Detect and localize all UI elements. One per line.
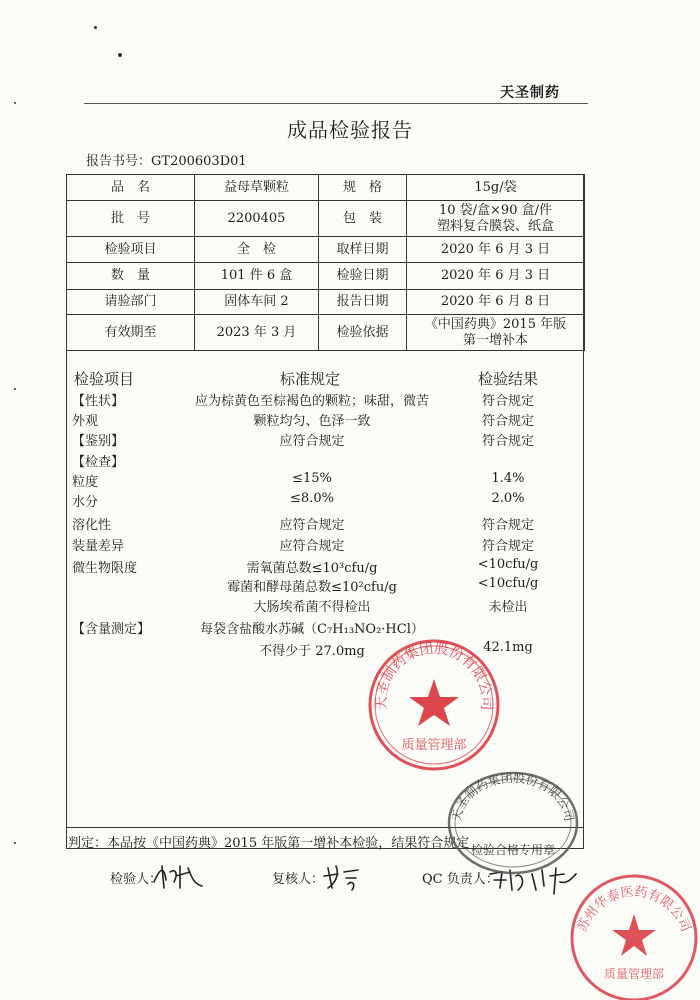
- inspector-signature: [150, 860, 206, 892]
- results-col-standard: 标准规定: [279, 370, 341, 388]
- item-label: 检验项目: [67, 237, 195, 263]
- qty-value: 101 件 6 盒: [195, 263, 319, 290]
- result-value: 符合规定: [481, 414, 535, 429]
- spec-label: 规 格: [319, 175, 407, 201]
- result-item: 装量差异: [72, 539, 125, 554]
- info-table: [66, 174, 585, 351]
- pack-line-2: 塑料复合膜袋、纸盒: [436, 218, 554, 234]
- result-item: 粒度: [72, 475, 99, 490]
- product-label: 品 名: [67, 175, 195, 201]
- result-item: 水分: [72, 495, 99, 510]
- svg-text:检验合格专用章: 检验合格专用章: [470, 843, 556, 857]
- result-item: 【检查】: [72, 455, 125, 470]
- test-date-value: 2020 年 6 月 3 日: [407, 263, 585, 290]
- scan-speck: [118, 53, 122, 57]
- result-value: 符合规定: [481, 539, 535, 554]
- result-item: 【含量测定】: [72, 622, 151, 637]
- page-title: 成品检验报告: [287, 118, 413, 142]
- result-standard: 大肠埃希菌不得检出: [253, 600, 371, 615]
- pack-label: 包 装: [319, 201, 407, 237]
- brand-header: 天圣制药: [500, 85, 560, 101]
- svg-text:天圣制药集团股份有限公司: 天圣制药集团股份有限公司: [373, 640, 495, 711]
- batch-value: 2200405: [195, 201, 319, 237]
- result-value: 42.1mg: [483, 640, 533, 655]
- sample-date-label: 取样日期: [319, 237, 407, 263]
- reviewer: [272, 868, 324, 887]
- basis-value: [407, 315, 585, 351]
- qa-department-stamp: [366, 637, 502, 773]
- result-standard: 应为棕黄色至棕褐色的颗粒；味甜，微苦: [194, 394, 430, 409]
- report-number-label: 报告书号：: [86, 154, 152, 169]
- result-value: 符合规定: [481, 518, 535, 533]
- result-value: 符合规定: [481, 394, 535, 409]
- result-standard: 应符合规定: [279, 518, 345, 533]
- expiry-label: 有效期至: [67, 315, 195, 351]
- result-standard: 应符合规定: [279, 539, 345, 554]
- result-standard: 每袋含盐酸水苏碱（C₇H₁₃NO₂·HCl）: [200, 622, 424, 637]
- scan-speck: [94, 26, 97, 29]
- svg-text:质量管理部: 质量管理部: [603, 967, 665, 981]
- results-col-item: 检验项目: [74, 370, 135, 388]
- table-row: [67, 201, 585, 237]
- result-standard: 霉菌和酵母菌总数≤10²cfu/g: [227, 580, 397, 595]
- result-item: 【性状】: [72, 394, 125, 409]
- dept-value: 固体车间 2: [195, 290, 319, 315]
- results-col-result: 检验结果: [477, 370, 539, 388]
- table-row: [67, 290, 585, 315]
- inspection-certified-seal: [446, 770, 580, 876]
- result-item: 微生物限度: [72, 561, 138, 576]
- pack-value: [407, 201, 585, 237]
- report-number: [86, 150, 247, 169]
- qty-label: 数 量: [67, 263, 195, 290]
- result-standard: 颗粒均匀、色泽一致: [253, 414, 371, 429]
- expiry-value: 2023 年 3 月: [195, 315, 319, 351]
- basis-line-1: 《中国药典》2015 年版: [424, 316, 567, 332]
- basis-line-2: 第一增补本: [462, 332, 528, 348]
- verdict: 判定：本品按《中国药典》2015 年版第一增补本检验，结果符合规定: [66, 827, 584, 851]
- reviewer-label: 复核人：: [272, 872, 325, 887]
- report-date-value: 2020 年 6 月 8 日: [407, 290, 585, 315]
- result-value: 2.0%: [491, 491, 525, 506]
- result-standard: 需氧菌总数≤10³cfu/g: [246, 561, 378, 576]
- table-row: [67, 175, 585, 201]
- scan-speck: [14, 842, 16, 844]
- svg-text:质量管理部: 质量管理部: [401, 738, 467, 753]
- result-standard: 应符合规定: [279, 434, 345, 449]
- test-date-label: 检验日期: [319, 263, 407, 290]
- inspector-label: 检验人：: [110, 872, 163, 887]
- header-rule: [84, 103, 588, 104]
- pack-line-1: 10 袋/盒×90 盒/件: [438, 202, 552, 218]
- scan-speck: [14, 388, 16, 390]
- sample-date-value: 2020 年 6 月 3 日: [407, 237, 585, 263]
- item-value: 全 检: [195, 237, 319, 263]
- batch-label: 批 号: [67, 201, 195, 237]
- scan-speck: [14, 102, 16, 104]
- qc-label: QC 负责人：: [422, 872, 499, 887]
- reviewer-signature: [322, 862, 362, 892]
- svg-text:天圣制药集团股份有限公司: 天圣制药集团股份有限公司: [449, 770, 577, 823]
- spec-value: 15g/袋: [407, 175, 585, 201]
- dept-label: 请验部门: [67, 290, 195, 315]
- result-item: 外观: [72, 414, 99, 429]
- result-item: 溶化性: [72, 518, 112, 533]
- svg-text:苏州华泰医药有限公司: 苏州华泰医药有限公司: [575, 884, 693, 935]
- basis-label: 检验依据: [319, 315, 407, 351]
- result-standard: ≤8.0%: [290, 491, 334, 506]
- report-number-value: GT200603D01: [151, 154, 247, 169]
- table-row: [67, 315, 585, 351]
- corner-company-stamp: [566, 870, 700, 1000]
- table-row: [67, 237, 585, 263]
- result-value: 未检出: [488, 600, 528, 615]
- product-value: 益母草颗粒: [195, 175, 319, 201]
- result-standard: 不得少于 27.0mg: [259, 644, 365, 659]
- result-value: <10cfu/g: [477, 557, 539, 572]
- result-value: <10cfu/g: [477, 576, 539, 591]
- result-value: 1.4%: [491, 471, 525, 486]
- report-date-label: 报告日期: [319, 290, 407, 315]
- result-item: 【鉴别】: [72, 434, 125, 449]
- table-row: [67, 263, 585, 290]
- result-value: 符合规定: [481, 434, 535, 449]
- result-standard: ≤15%: [292, 471, 332, 486]
